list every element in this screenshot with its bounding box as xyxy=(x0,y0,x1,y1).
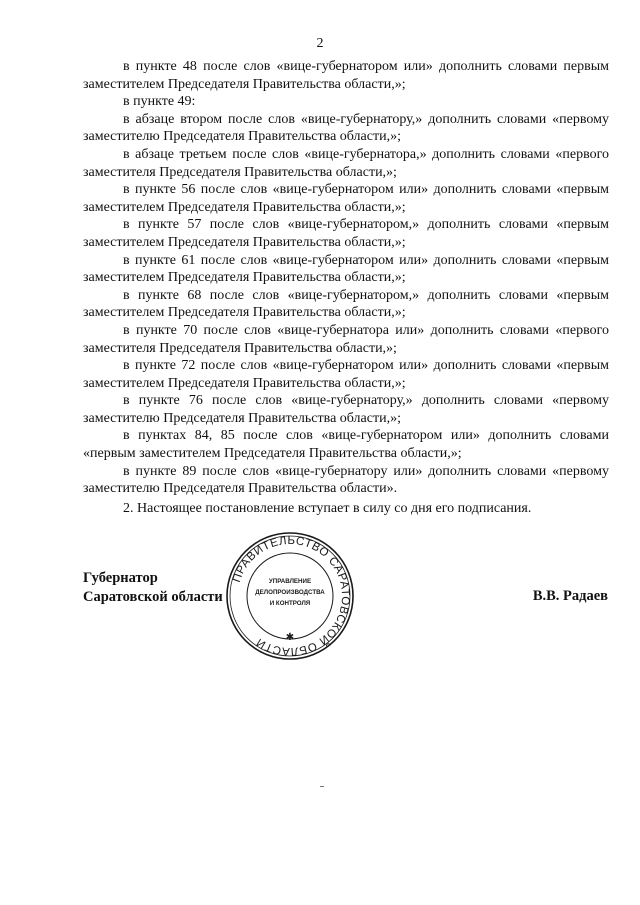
paragraph-item-72: в пункте 72 после слов «вице-губернатором или» дополнить словами «первым заместителем Председателя Правительства области,»; xyxy=(83,358,609,391)
document-body xyxy=(83,58,609,517)
signatory-position-line1: Губернатор xyxy=(83,570,158,586)
paragraph-item-68: в пункте 68 после слов «вице-губернатором,» дополнить словами «первым заместителем Председателя Правительства области,»; xyxy=(83,287,609,321)
paragraph-item-84-85: в пунктах 84, 85 после слов «вице-губернатором или» дополнить словами «первым заместителем Председателя Правительства области,»; xyxy=(83,428,609,462)
seal-inner-line1: УПРАВЛЕНИЕ xyxy=(268,578,312,585)
seal-inner-line2: ДЕЛОПРОИЗВОДСТВА xyxy=(255,589,325,596)
paragraph-item-76: в пункте 76 после слов «вице-губернатору,» дополнить словами «первому заместителю Председателя Правительства области,»; xyxy=(83,393,609,426)
paragraph-item-49: в пункте 49: xyxy=(123,94,196,110)
signatory-position xyxy=(83,569,223,607)
paragraph-item-61: в пункте 61 после слов «вице-губернатором или» дополнить словами «первым заместителем Председателя Правительства области,»; xyxy=(83,252,609,286)
seal-star-icon: ✱ xyxy=(285,632,295,643)
paragraph-item-89: в пункте 89 после слов «вице-губернатору или» дополнить словами «первому заместителю Председателя Правительства области». xyxy=(83,463,609,497)
paragraph-item-56: в пункте 56 после слов «вице-губернатором или» дополнить словами «первым заместителем Председателя Правительства области,»; xyxy=(83,182,609,215)
paragraph-item-49-third: в абзаце третьем после слов «вице-губернатора,» дополнить словами «первого заместителя Председателя Правительства области,»; xyxy=(83,146,609,180)
paragraph-item-57: в пункте 57 после слов «вице-губернатором,» дополнить словами «первым заместителем Председателя Правительства области,»; xyxy=(83,217,609,250)
paragraph-item-48: в пункте 48 после слов «вице-губернатором или» дополнить словами первым заместителем Председателя Правительства области,»; xyxy=(83,59,609,92)
seal-inner-line3: И КОНТРОЛЯ xyxy=(269,600,311,607)
signatory-name: В.В. Радаев xyxy=(532,588,608,604)
official-seal xyxy=(224,530,356,662)
paragraph-entry-into-force: 2. Настоящее постановление вступает в силу со дня его подписания. xyxy=(123,500,532,516)
seal-outer-text: ПРАВИТЕЛЬСТВО САРАТОВСКОЙ ОБЛАСТИ xyxy=(230,534,352,658)
paragraph-item-70: в пункте 70 после слов «вице-губернатора или» дополнить словами «первого заместителя Председателя Правительства области,»; xyxy=(83,322,609,356)
signatory-position-line2: Саратовской области xyxy=(83,589,223,605)
scan-speck xyxy=(320,786,324,787)
page-number: 2 xyxy=(316,36,324,51)
paragraph-item-49-second: в абзаце втором после слов «вице-губернатору,» дополнить словами «первому заместителю Председателя Правительства области,»; xyxy=(83,111,609,145)
